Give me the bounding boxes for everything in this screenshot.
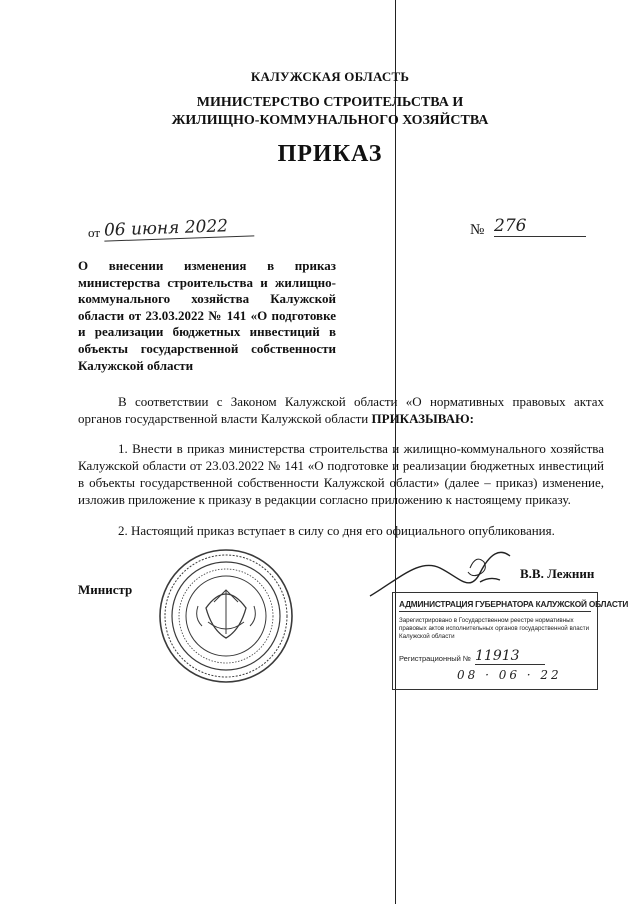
- number-label: №: [470, 222, 485, 238]
- ministry-heading-line-2: ЖИЛИЩНО-КОММУНАЛЬНОГО ХОЗЯЙСТВА: [171, 113, 489, 128]
- handwritten-number: 276: [494, 216, 586, 237]
- stamp-registration-number: 11913: [475, 648, 545, 665]
- date-label: от: [88, 225, 101, 240]
- preamble-text: В соответствии с Законом Калужской области «О нормативных правовых актах органов государственной власти Калужской области: [78, 394, 604, 426]
- region-heading: КАЛУЖСКАЯ ОБЛАСТЬ: [250, 69, 410, 84]
- ministry-heading: [10, 94, 640, 130]
- registration-stamp: [392, 592, 629, 690]
- signatory-name: В.В. Лежнин: [520, 566, 595, 581]
- stamp-title: АДМИНИСТРАЦИЯ ГУБЕРНАТОРА КАЛУЖСКОЙ ОБЛАСТИ: [399, 599, 591, 612]
- preamble-paragraph: [78, 393, 604, 427]
- stamp-registration-note: Зарегистрировано в Государственном реестре нормативных правовых актов исполнительных органов государственной власти Калужской области: [399, 617, 590, 640]
- stamp-registration-date: 08 · 06 · 22: [457, 668, 562, 682]
- official-seal: [158, 548, 294, 684]
- document-type-title: ПРИКАЗ: [277, 141, 383, 167]
- stamp-registration-label: Регистрационный №: [399, 654, 471, 663]
- item-2-paragraph: 2. Настоящий приказ вступает в силу со дня его официального опубликования.: [118, 523, 555, 538]
- order-subject: О внесении изменения в приказ министерства строительства и жилищно-коммунального хозяйства Калужской области от 23.03.2022 № 141 «О подготовке и реализации бюджетных инвестиций в объекты государственной собственности Калужской области: [78, 258, 336, 373]
- order-keyword: ПРИКАЗЫВАЮ:: [371, 411, 475, 426]
- signatory-position: Министр: [78, 582, 133, 597]
- handwritten-date: 06 июня 2022: [104, 215, 255, 241]
- ministry-heading-line-1: МИНИСТЕРСТВО СТРОИТЕЛЬСТВА И: [196, 95, 464, 110]
- item-1-paragraph: 1. Внести в приказ министерства строительства и жилищно-коммунального хозяйства Калужской области от 23.03.2022 № 141 «О подготовке и реализации бюджетных инвестиций в объекты государственной собственности Калужской области» (далее – приказ) изменение, изложив приложение к приказу в редакции согласно приложению к настоящему приказу.: [78, 441, 604, 507]
